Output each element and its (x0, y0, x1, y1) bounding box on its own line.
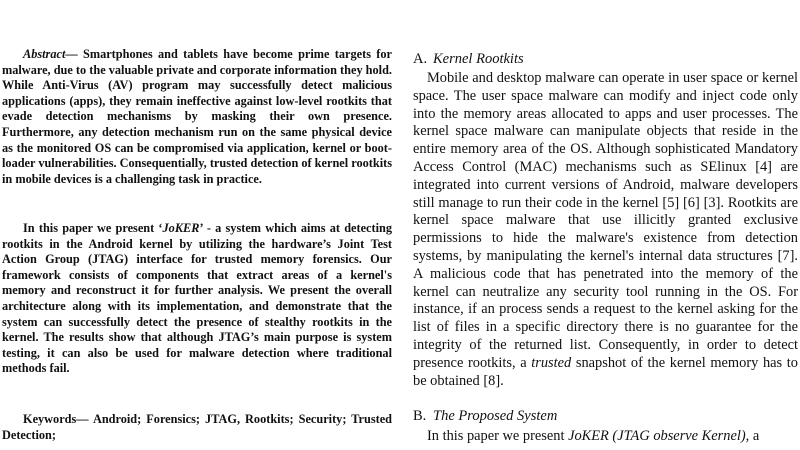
summary-text-start: In this paper we present ‘ (23, 221, 163, 235)
summary-text-rest: ’ - a system which aims at detecting rootkits in the Android kernel by utilizing the hardware’s Joint Test Action Group (JTAG) interface for trusted memory forensics. Our framework consists of components that extract areas of a kernel's memory and reconstruct it for further analysis. We present the overall architecture along with its implementation, and demonstrate that the system can successfully detect the presence of stealthy rootkits in the kernel. The results show that although JTAG’s main purpose is system testing, it can also be used for malware detection where traditional methods fail. (2, 221, 392, 376)
section-b-title: The Proposed System (433, 408, 558, 424)
keywords-paragraph: Keywords— Android; Forensics; JTAG, Rootkits; Security; Trusted Detection; (2, 412, 392, 442)
section-b-body (413, 428, 798, 446)
abstract-text: — Smartphones and tablets have become prime targets for malware, due to the valuable private and corporate information they hold. While Anti-Virus (AV) program may successfully detect malicious applications (apps), they remain ineffective against low-level rootkits that evade detection mechanisms by masking their own presence. Furthermore, any detection mechanism run on the same physical device as the monitored OS can be compromised via application, kernel or boot-loader vulnerabilities. Consequentially, trusted detection of kernel rootkits in mobile devices is a challenging task in practice. (2, 47, 392, 186)
section-b-text: In this paper we present (427, 428, 569, 444)
section-a-title: Kernel Rootkits (433, 51, 524, 67)
section-a-text: Mobile and desktop malware can operate in user space or kernel space. The user space malware can modify and inject code only into the memory areas allocated to apps and user processes. The kernel space malware can manipulate objects that reside in the entire memory area of the OS. Although sophisticated Mandatory Access Control (MAC) mechanisms such as SElinux [4] are integrated into current versions of Android, malware developers still manage to run their code in the kernel [5] [6] [3]. Rootkits are kernel space malware that use illicitly granted exclusive permissions to hide the malware's existence from detection systems, by manipulating the kernel's internal data structures [7]. A malicious code that has penetrated into the memory of the kernel can neutralize any security tool running in the OS. For instance, if an process sends a request to the kernel asking for the list of files in a specific directory there is no guarantee for the integrity of the returned list. Consequently, in order to detect presence rootkits, a (413, 70, 798, 371)
abstract-label: Abstract (23, 47, 66, 61)
section-a-number: A. (413, 51, 428, 67)
trusted-emphasis: trusted (531, 354, 572, 371)
abstract-paragraph (2, 47, 392, 187)
summary-paragraph (2, 221, 392, 377)
section-a-body (413, 70, 798, 390)
section-a-text-end: snapshot of the kernel memory has to be obtained [8]. (413, 354, 798, 389)
system-name: JoKER (162, 221, 200, 235)
section-b-heading (413, 408, 557, 424)
joker-name: JoKER (JTAG observe Kernel) (568, 428, 746, 444)
section-b-number: B. (413, 408, 427, 424)
section-a-heading (413, 51, 524, 67)
section-b-text-end: , a (745, 428, 760, 444)
